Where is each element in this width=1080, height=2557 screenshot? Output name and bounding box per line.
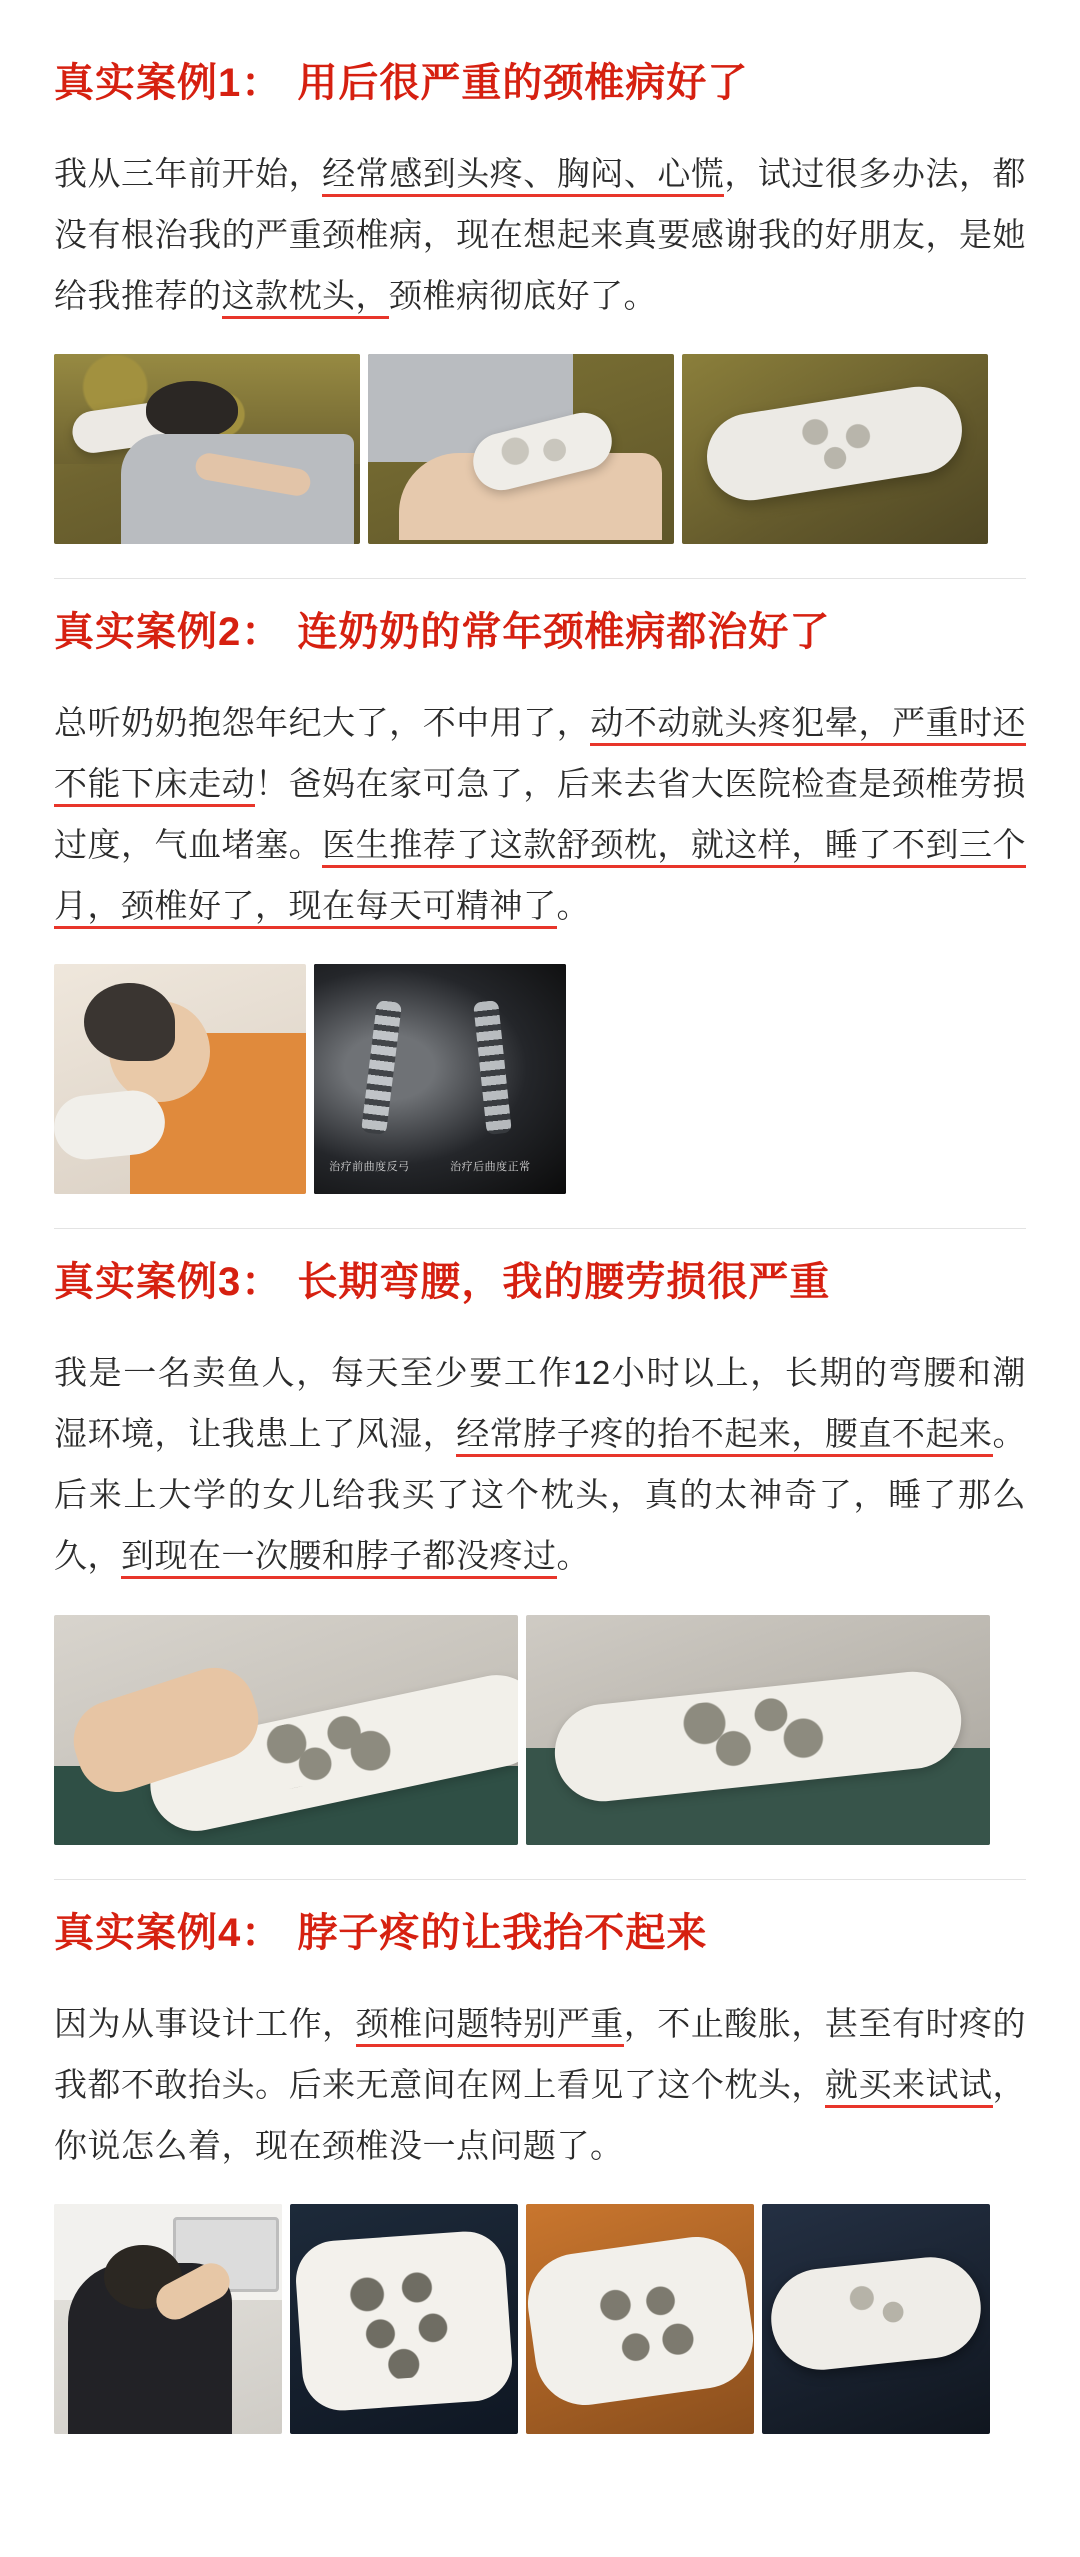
photo-person-holding-pillow-on-sofa xyxy=(368,354,674,544)
photo-row-4 xyxy=(54,2204,1026,2434)
case-heading-2: 连奶奶的常年颈椎病都治好了 xyxy=(297,610,831,655)
body-text-emphasis: 就买来试试 xyxy=(825,2066,993,2108)
photo-grandma-resting-on-pillow xyxy=(54,964,306,1194)
body-text-emphasis: 这款枕头， xyxy=(222,277,390,319)
body-text-plain: 总听奶奶抱怨年纪大了，不中用了， xyxy=(54,704,591,742)
photo-pillow-with-magnet-dots xyxy=(526,1615,990,1845)
body-text-emphasis: 到现在一次腰和脖子都没疼过 xyxy=(121,1537,557,1579)
case-number-3: 真实案例3： xyxy=(54,1260,283,1305)
body-text-plain: 我是一名卖鱼人，每天至少要工作12小时以上，长期的弯腰和潮湿环境，让我患上了风湿， xyxy=(54,1354,1026,1453)
case-body-1 xyxy=(54,143,1026,326)
photo-pillow-on-orange-sofa xyxy=(526,2204,754,2434)
case-title-1 xyxy=(54,56,1026,110)
body-text-plain: 颈椎病彻底好了。 xyxy=(389,277,657,315)
case-title-2 xyxy=(54,605,1026,659)
body-text-plain: 因为从事设计工作， xyxy=(54,2004,356,2042)
xray-label-before: 治疗前曲度反弓 xyxy=(329,1160,410,1173)
case-body-2 xyxy=(54,692,1026,936)
photo-cervical-spine-xray-comparison xyxy=(314,964,566,1194)
case-number-1: 真实案例1： xyxy=(54,61,283,105)
case-heading-1: 用后很严重的颈椎病好了 xyxy=(297,61,749,105)
body-text-plain: 。后来上大学的女儿给我买了这个枕头，真的太神奇了，睡了那么久， xyxy=(54,1415,1027,1575)
case-title-3 xyxy=(54,1255,1026,1309)
case-body-3 xyxy=(54,1342,1026,1586)
section-divider xyxy=(54,578,1026,579)
section-divider xyxy=(54,1879,1026,1880)
photo-pillow-on-dark-sofa xyxy=(762,2204,990,2434)
photo-hands-holding-neck-pillow xyxy=(54,1615,518,1845)
body-text-plain: 。 xyxy=(556,1537,590,1575)
photo-row-2 xyxy=(54,964,1026,1194)
body-text-plain: 我从三年前开始， xyxy=(54,155,323,192)
body-text-plain: ，你说怎么着，现在颈椎没一点问题了。 xyxy=(54,2065,1027,2164)
case-body-4 xyxy=(54,1993,1026,2176)
case-heading-4: 脖子疼的让我抬不起来 xyxy=(297,1910,708,1955)
body-text-plain: ，试过很多办法，都没有根治我的严重颈椎病，现在想起来真要感谢我的好朋友，是她给我推荐的 xyxy=(54,155,1027,315)
case-section-4 xyxy=(54,1906,1026,2434)
case-section-1 xyxy=(54,56,1026,579)
body-text-emphasis: 动不动就头疼犯晕，严重时还不能下床走动 xyxy=(54,704,1026,807)
xray-label-after: 治疗后曲度正常 xyxy=(450,1160,531,1173)
photo-row-3 xyxy=(54,1615,1026,1845)
body-text-emphasis: 医生推荐了这款舒颈枕，就这样，睡了不到三个月，颈椎好了，现在每天可精神了 xyxy=(54,826,1026,929)
case-number-2: 真实案例2： xyxy=(54,610,283,655)
case-section-3 xyxy=(54,1255,1026,1879)
photo-woman-lying-on-pillow xyxy=(54,354,360,544)
photo-designer-at-desk-neck-pain xyxy=(54,2204,282,2434)
case-number-4: 真实案例4： xyxy=(54,1910,283,1955)
case-section-2 xyxy=(54,605,1026,1229)
photo-pillow-closeup-on-sofa xyxy=(682,354,988,544)
section-divider xyxy=(54,1228,1026,1229)
case-heading-3: 长期弯腰，我的腰劳损很严重 xyxy=(297,1260,831,1305)
photo-row-1 xyxy=(54,354,1026,544)
body-text-plain: ，不止酸胀，甚至有时疼的我都不敢抬头。后来无意间在网上看见了这个枕头， xyxy=(54,2004,1027,2103)
case-title-4 xyxy=(54,1906,1026,1960)
body-text-plain: 。 xyxy=(556,887,590,925)
photo-pillow-magnet-dots-dark xyxy=(290,2204,518,2434)
body-text-emphasis: 颈椎问题特别严重 xyxy=(356,2005,624,2047)
body-text-emphasis: 经常脖子疼的抬不起来，腰直不起来 xyxy=(456,1415,992,1457)
body-text-emphasis: 经常感到头疼、胸闷、心慌 xyxy=(322,155,724,197)
body-text-plain: ！爸妈在家可急了，后来去省大医院检查是颈椎劳损过度，气血堵塞。 xyxy=(54,765,1027,864)
